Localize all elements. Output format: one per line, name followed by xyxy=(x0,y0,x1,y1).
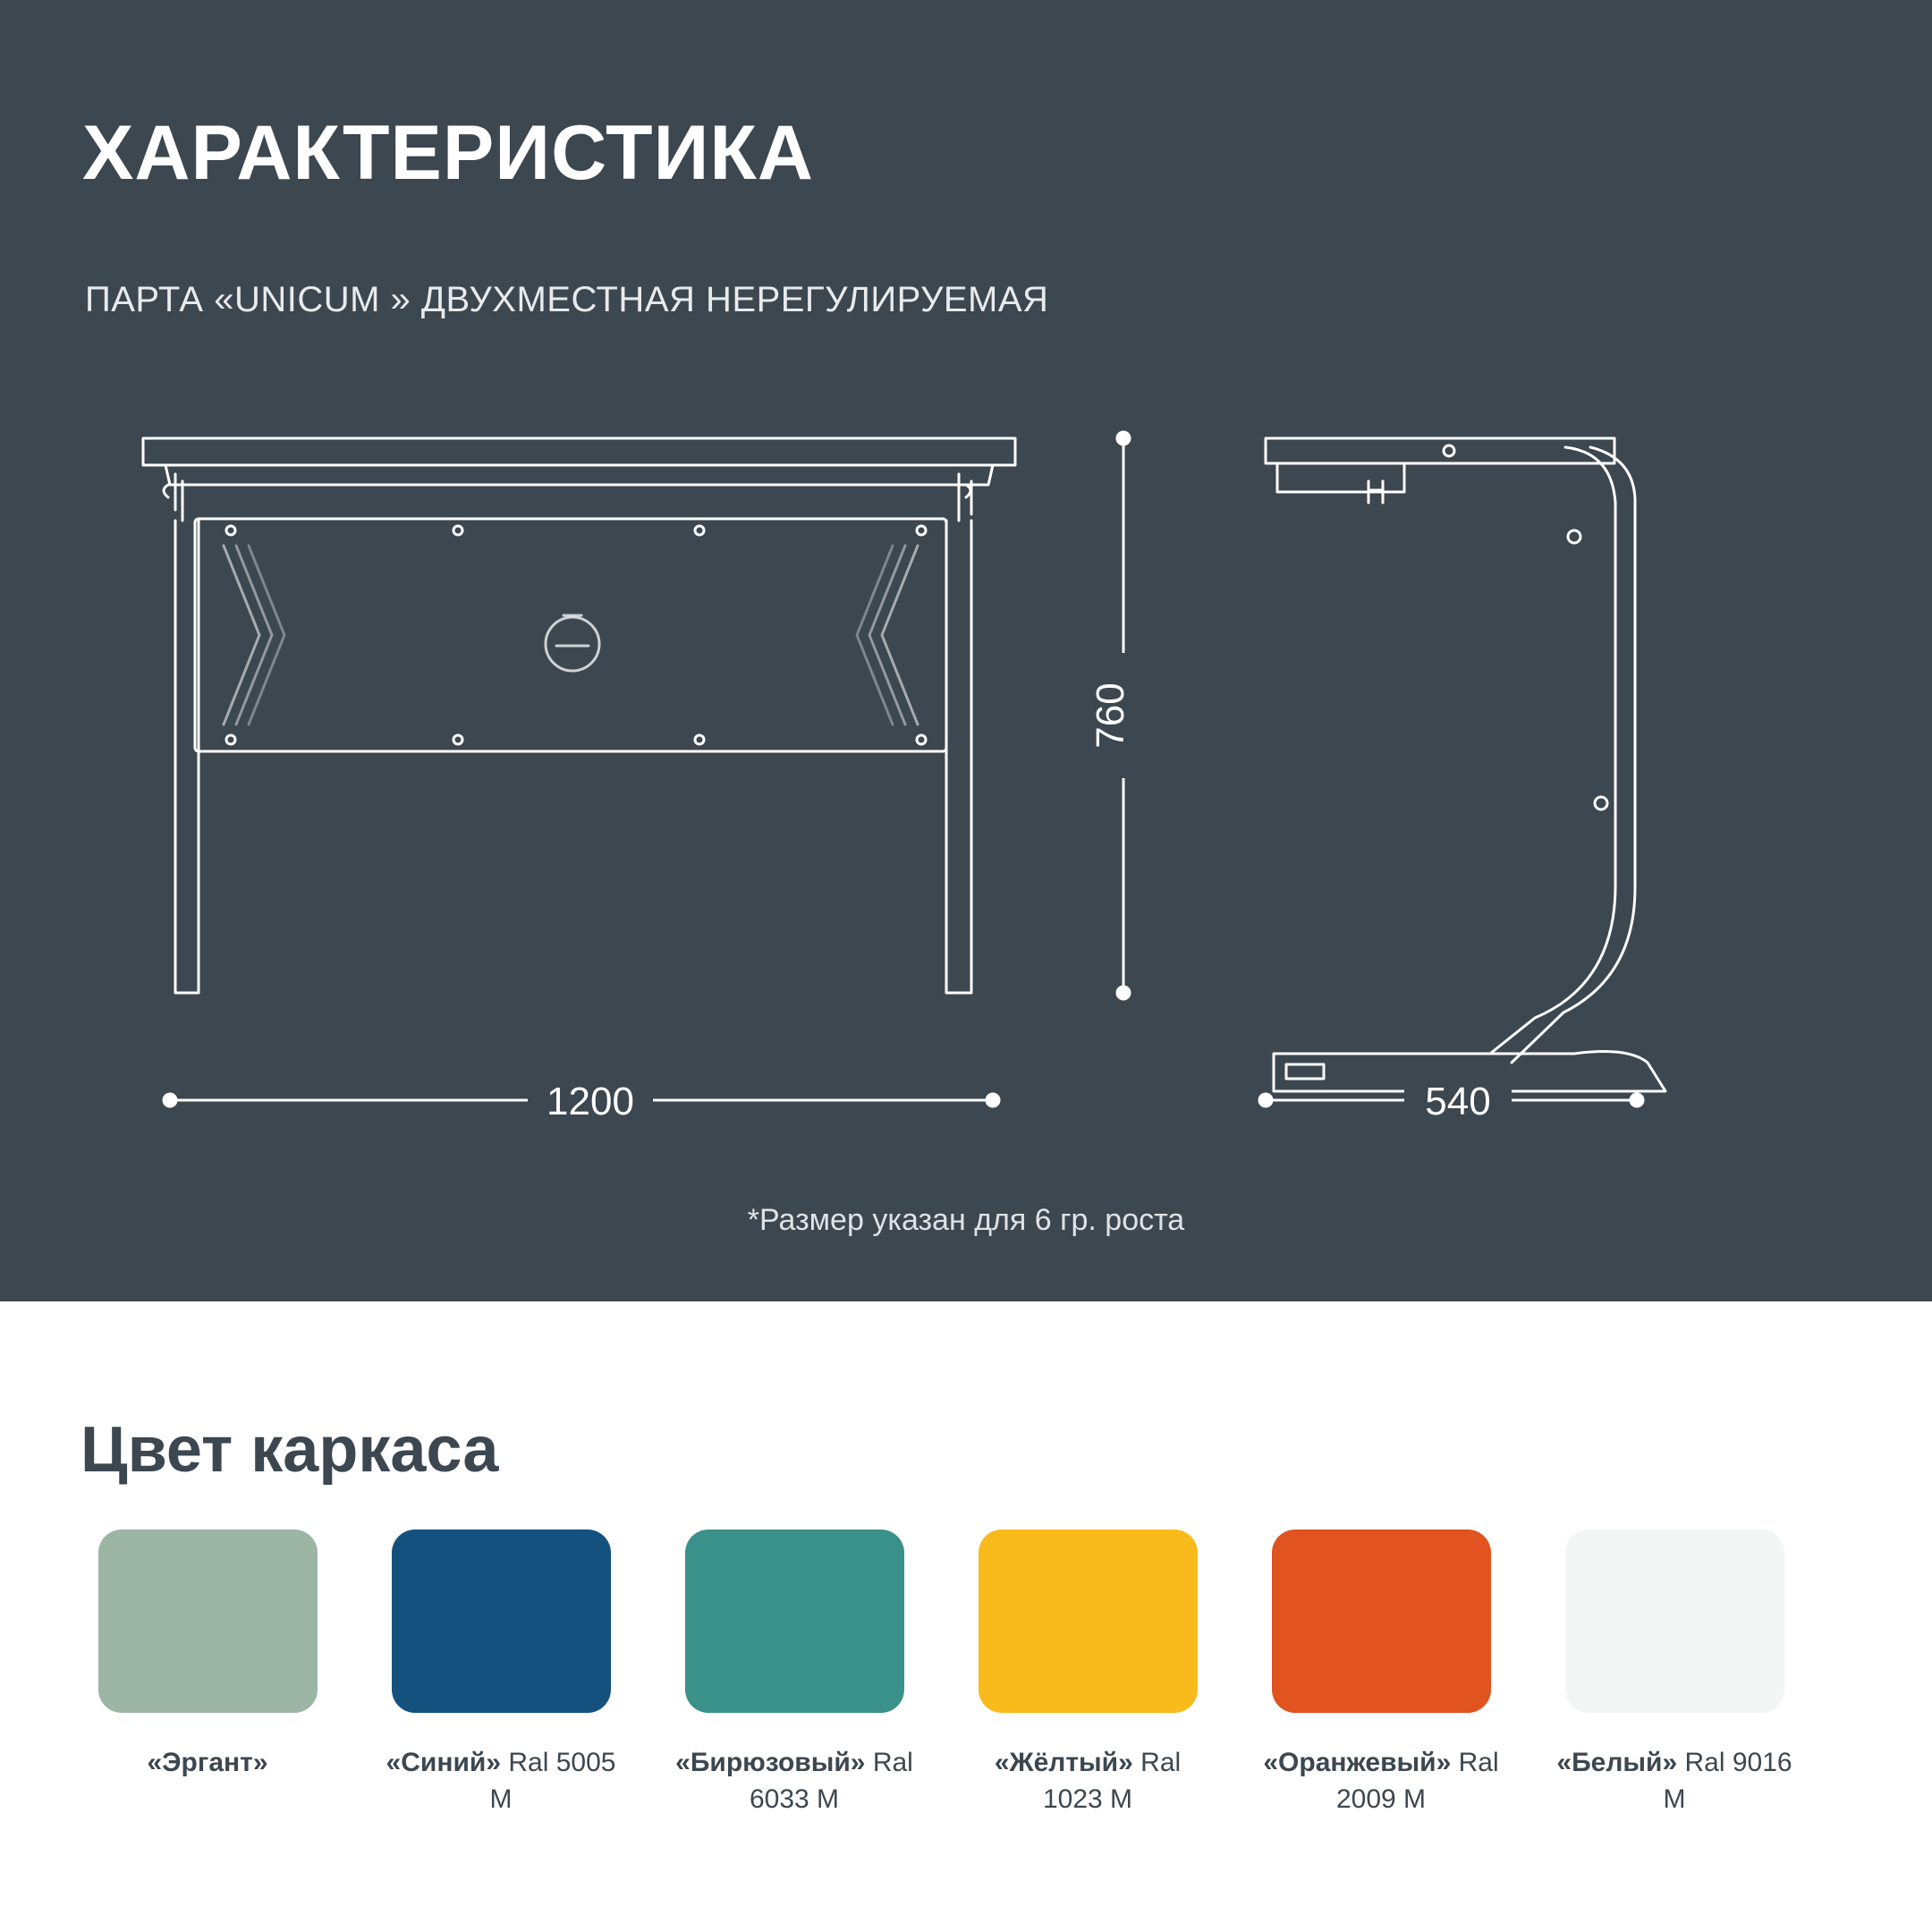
color-chip[interactable] xyxy=(1272,1530,1491,1713)
color-swatch-orange[interactable] xyxy=(1254,1530,1508,1818)
color-chip[interactable] xyxy=(98,1530,318,1713)
color-caption xyxy=(1549,1745,1800,1818)
color-caption xyxy=(962,1745,1213,1818)
color-name: «Бирюзовый» xyxy=(675,1748,866,1777)
color-swatch-list xyxy=(80,1530,1860,1818)
color-caption xyxy=(82,1745,333,1782)
color-ral: Ral 6033 M xyxy=(749,1748,913,1814)
color-caption xyxy=(1256,1745,1506,1818)
color-caption xyxy=(376,1745,626,1818)
technical-drawing xyxy=(0,385,1932,1172)
product-subtitle: ПАРТА «UNICUM » ДВУХМЕСТНАЯ НЕРЕГУЛИРУЕМАЯ xyxy=(85,280,1049,320)
color-swatch-turquoise[interactable] xyxy=(667,1530,921,1818)
color-ral: Ral 9016 M xyxy=(1663,1748,1792,1814)
color-caption xyxy=(669,1745,919,1818)
color-swatch-blue[interactable] xyxy=(374,1530,628,1818)
frame-colors-section xyxy=(0,1301,1932,1932)
color-swatch-yellow[interactable] xyxy=(961,1530,1215,1818)
color-name: «Синий» xyxy=(386,1748,502,1777)
color-name: «Эргант» xyxy=(147,1748,268,1777)
dimension-width-label: 1200 xyxy=(547,1080,634,1123)
colors-title: Цвет каркаса xyxy=(80,1413,499,1486)
dimension-height-label: 760 xyxy=(1089,682,1132,749)
size-note: *Размер указан для 6 гр. роста xyxy=(747,1203,1185,1237)
dimension-depth-label: 540 xyxy=(1425,1080,1491,1123)
color-name: «Жёлтый» xyxy=(994,1748,1133,1777)
color-name: «Оранжевый» xyxy=(1263,1748,1452,1777)
color-swatch-white[interactable] xyxy=(1547,1530,1801,1818)
color-ral: Ral 5005 M xyxy=(489,1748,616,1814)
color-chip[interactable] xyxy=(979,1530,1198,1713)
color-chip[interactable] xyxy=(1565,1530,1784,1713)
color-swatch-ergant[interactable] xyxy=(80,1530,335,1818)
color-name: «Белый» xyxy=(1556,1748,1678,1777)
color-chip[interactable] xyxy=(392,1530,611,1713)
color-ral: Ral 1023 M xyxy=(1042,1748,1182,1814)
color-ral: Ral 2009 M xyxy=(1335,1748,1499,1814)
color-chip[interactable] xyxy=(685,1530,904,1713)
page-title: ХАРАКТЕРИСТИКА xyxy=(82,109,814,196)
